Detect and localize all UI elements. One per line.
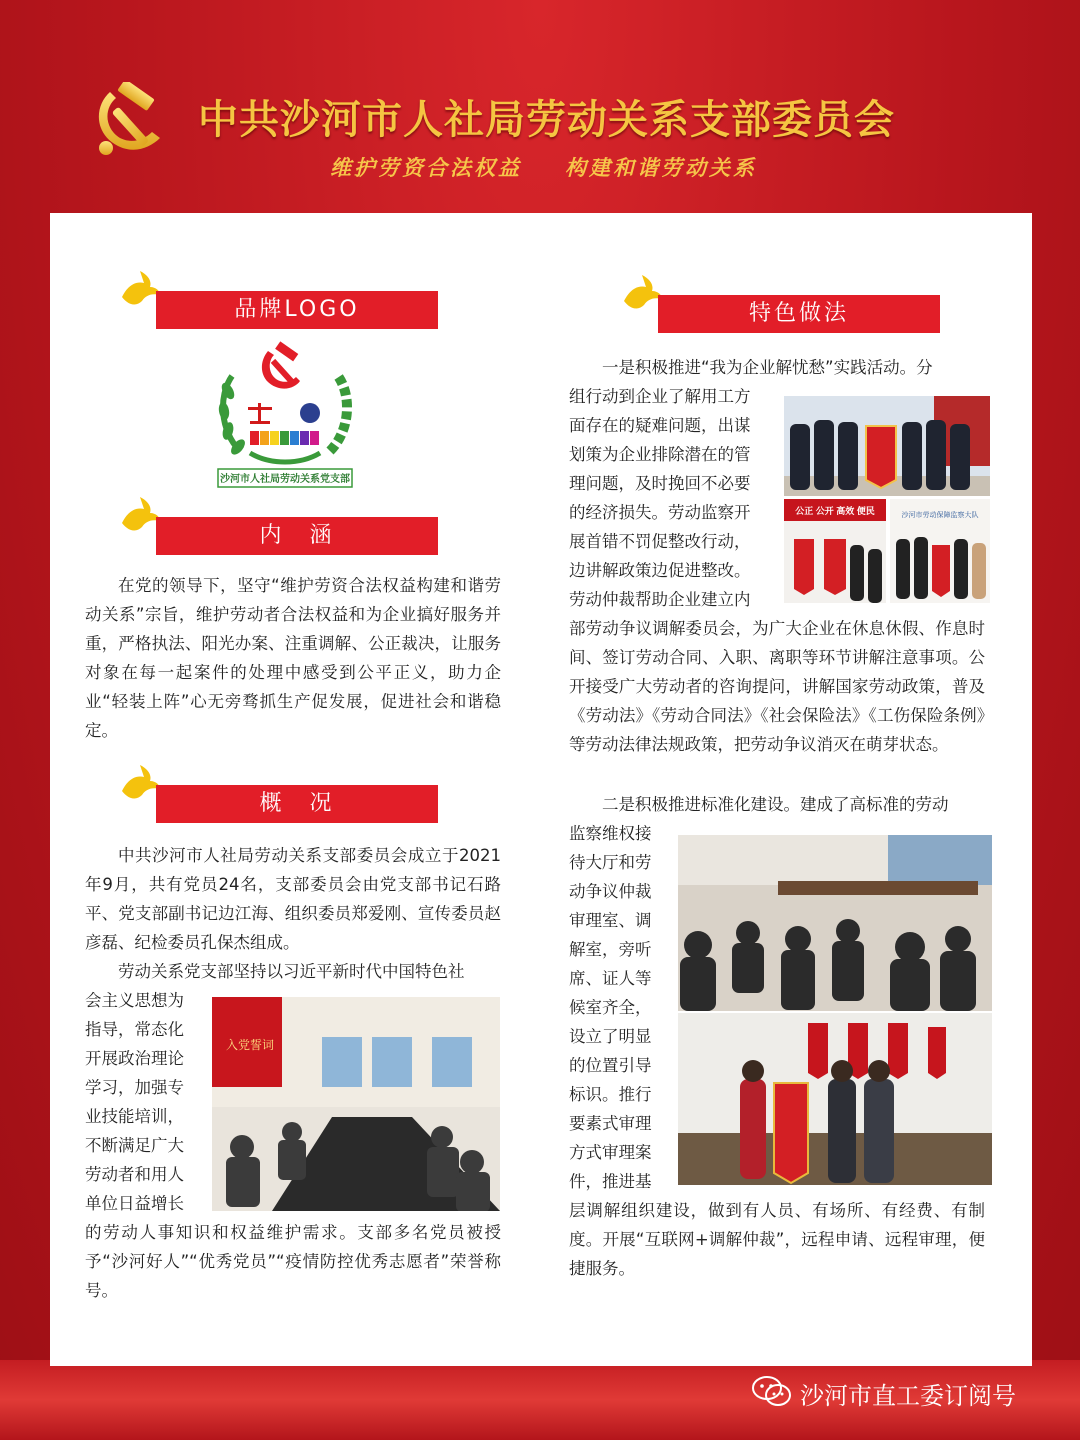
content-panel [50,213,1032,1366]
wechat-icon [752,1374,792,1408]
overview-para-2-wrapped: 会主义思想为 指导，常态化 开展政治理论 学习，加强专 业技能培训， 不断满足广大 劳动者和用人 单位日益增长 [85,991,184,1213]
section-header-features [620,289,950,329]
photo-arbitration-hall [678,835,992,1011]
features-para-1-wrapped: 组行动到企业了解用工方 面存在的疑难问题，出谋 划策为企业排除潜在的管 理问题，及时挽回不必要 的经济损失。劳动监察开 展首错不罚促整改行动， 边讲解政策边促进整改。 劳动仲裁帮助企业建立内 [569,387,751,609]
banner-team-text: 沙河市劳动保障监察大队 [901,512,979,519]
photo-award-banners [784,499,886,603]
photo-enterprise-visit [784,396,990,496]
photo-banner-text: 入党誓词 [226,1038,275,1052]
section-header-brand-logo [118,285,448,325]
features-para-2-rest: 层调解组织建设，做到有人员、有场所、有经费、有制度。开展“互联网+调解仲裁”，远程申请、远程审理，便捷服务。 [569,1201,985,1278]
party-emblem-icon [88,82,168,158]
scale-icon [248,403,272,424]
logo-caption: 沙河市人社局劳动关系党支部 [220,474,350,485]
footer-account-name: 沙河市直工委订阅号 [800,1382,1016,1410]
connotation-text: 在党的领导下，坚守“维护劳资合法权益构建和谐劳动关系”宗旨，维护劳动者合法权益和为企业搞好服务并重，严格执法、阳光办案、注重调解、公正裁决，让服务对象在每一起案件的处理中感受到公平正义，助力企业“轻装上阵”心无旁骛抓生产促发展，促进社会和谐稳定。 [85,576,501,740]
section-title-features: 特色做法 [658,295,940,333]
overview-para-2-rest: 的劳动人事知识和权益维护需求。支部多名党员被授予“沙河好人”“优秀党员”“疫情防控优秀志愿者”荣誉称号。 [85,1223,501,1300]
section-title-connotation: 内 涵 [156,517,438,555]
slogan-right: 构建和谐劳动关系 [565,155,757,180]
page-title: 中共沙河市人社局劳动关系支部委员会 [198,96,895,143]
section-header-connotation [118,511,448,551]
overview-para-1: 中共沙河市人社局劳动关系支部委员会成立于2021年9月，共有党员24名，支部委员会由党支部书记石路平、党支部副书记边江海、组织委员郑爱刚、宣传委员赵彦磊、纪检委员孔保杰组成。 [85,846,501,952]
features-para-2-first-line: 二是积极推进标准化建设。建成了高标准的劳动 [602,795,949,814]
section-title-brand-logo: 品牌LOGO [156,291,438,329]
features-para-2-wrapped: 监察维权接 待大厅和劳 动争议仲裁 审理室、调 解室，旁听 席、证人等 候室齐全， 设立了明显 的位置引导 标识。推行 要素式审理 方式审理案 件，推进基 [569,824,652,1191]
features-para-1-rest: 部劳动争议调解委员会，为广大企业在休息休假、作息时间、签订劳动合同、入职、离职等环节讲解注意事项。公开接受广大劳动者的咨询提问，讲解国家劳动政策，普及《劳动法》《劳动合同法》《社会保险法》《工伤保险条例》等劳动法律法规政策，把劳动争议消灭在萌芽状态。 [569,619,985,754]
photo-party-meeting [212,997,500,1211]
features-para-1-first-line: 一是积极推进“我为企业解忧愁”实践活动。分 [602,358,933,377]
slogan-left: 维护劳资合法权益 [330,155,522,180]
section-header-overview [118,779,448,819]
branch-logo [210,341,360,491]
photo-award-ceremony [678,1013,992,1185]
overview-para-2-first-line: 劳动关系党支部坚持以习近平新时代中国特色社 [118,962,465,981]
photo-inspection-team [890,499,990,603]
banner-slogan-text: 公正 公开 高效 便民 [795,506,875,516]
section-title-overview: 概 况 [156,785,438,823]
